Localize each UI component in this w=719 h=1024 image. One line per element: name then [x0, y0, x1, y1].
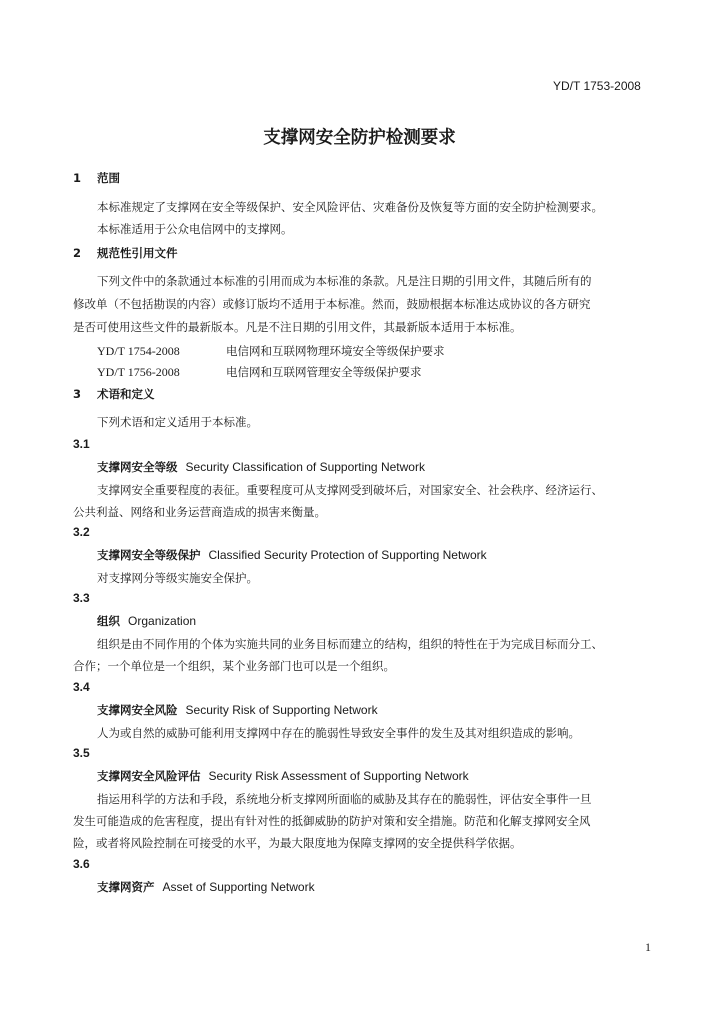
term-en: Organization [128, 614, 197, 628]
document-title: 支撑网安全防护检测要求 [263, 128, 456, 148]
paragraph-line: 修改单（不包括勘误的内容）或修订版均不适用于本标准。然而，鼓励根据本标准达成协议的各方研究 [73, 297, 591, 311]
term-number: 3.3 [73, 591, 90, 605]
term-definition-line: 支撑网安全重要程度的表征。重要程度可从支撑网受到破坏后，对国家安全、社会秩序、经济运行、 [97, 483, 603, 497]
reference-item [97, 361, 422, 380]
paragraph: 本标准规定了支撑网在安全等级保护、安全风险评估、灾难备份及恢复等方面的安全防护检测要求。 [97, 200, 603, 214]
term-cn: 支撑网资产 [97, 880, 155, 894]
section-number: 2 [73, 246, 82, 260]
term-cn: 支撑网安全等级 [97, 460, 178, 474]
term-number: 3.1 [73, 437, 90, 451]
term-definition-line: 人为或自然的威胁可能利用支撑网中存在的脆弱性导致安全事件的发生及其对组织造成的影响。 [97, 726, 580, 740]
section-title: 术语和定义 [97, 387, 155, 401]
term-definition-line: 指运用科学的方法和手段，系统地分析支撑网所面临的威胁及其存在的脆弱性，评估安全事件一旦 [97, 792, 592, 806]
term-definition-line: 发生可能造成的危害程度，提出有针对性的抵御威胁的防护对策和安全措施。防范和化解支撑网安全风 [73, 814, 591, 828]
term-heading [97, 702, 378, 718]
term-en: Security Classification of Supporting Network [185, 460, 425, 474]
term-heading [97, 768, 469, 784]
term-en: Security Risk of Supporting Network [185, 703, 378, 717]
section-number: 3 [73, 387, 82, 401]
term-number: 3.4 [73, 680, 90, 694]
term-heading [97, 879, 315, 895]
paragraph-line: 是否可使用这些文件的最新版本。凡是不注日期的引用文件，其最新版本适用于本标准。 [73, 320, 522, 334]
reference-title: 电信网和互联网物理环境安全等级保护要求 [226, 344, 445, 358]
page-number: 1 [645, 940, 651, 954]
section-2-heading [73, 245, 178, 261]
term-definition-line: 险，或者将风险控制在可接受的水平，为最大限度地为保障支撑网的安全提供科学依据。 [73, 836, 522, 850]
reference-code: YD/T 1754-2008 [97, 344, 180, 358]
paragraph-line: 下列文件中的条款通过本标准的引用而成为本标准的条款。凡是注日期的引用文件，其随后所有的 [97, 274, 592, 288]
term-cn: 支撑网安全风险 [97, 703, 178, 717]
section-number: 1 [73, 171, 82, 185]
term-definition-line: 对支撑网分等级实施安全保护。 [97, 571, 258, 585]
paragraph: 本标准适用于公众电信网中的支撑网。 [97, 222, 293, 236]
section-title: 范围 [97, 171, 121, 185]
term-definition-line: 公共利益、网络和业务运营商造成的损害来衡量。 [73, 505, 326, 519]
term-heading [97, 547, 487, 563]
term-cn: 组织 [97, 614, 120, 628]
term-heading [97, 459, 425, 475]
paragraph: 下列术语和定义适用于本标准。 [97, 415, 258, 429]
term-number: 3.5 [73, 746, 90, 760]
term-en: Classified Security Protection of Supporting Network [208, 548, 487, 562]
section-3-heading [73, 386, 155, 402]
term-number: 3.6 [73, 857, 90, 871]
term-cn: 支撑网安全风险评估 [97, 769, 201, 783]
term-en: Asset of Supporting Network [162, 880, 315, 894]
term-definition-line: 合作；一个单位是一个组织，某个业务部门也可以是一个组织。 [73, 659, 395, 673]
term-definition-line: 组织是由不同作用的个体为实施共同的业务目标而建立的结构，组织的特性在于为完成目标而分工、 [97, 637, 603, 651]
term-heading [97, 613, 196, 629]
reference-code: YD/T 1756-2008 [97, 365, 180, 379]
term-en: Security Risk Assessment of Supporting Network [208, 769, 469, 783]
term-cn: 支撑网安全等级保护 [97, 548, 201, 562]
section-1-heading [73, 170, 120, 186]
document-code: YD/T 1753-2008 [553, 79, 641, 93]
section-title: 规范性引用文件 [97, 246, 178, 260]
reference-item [97, 340, 445, 359]
reference-title: 电信网和互联网管理安全等级保护要求 [226, 365, 422, 379]
term-number: 3.2 [73, 525, 90, 539]
